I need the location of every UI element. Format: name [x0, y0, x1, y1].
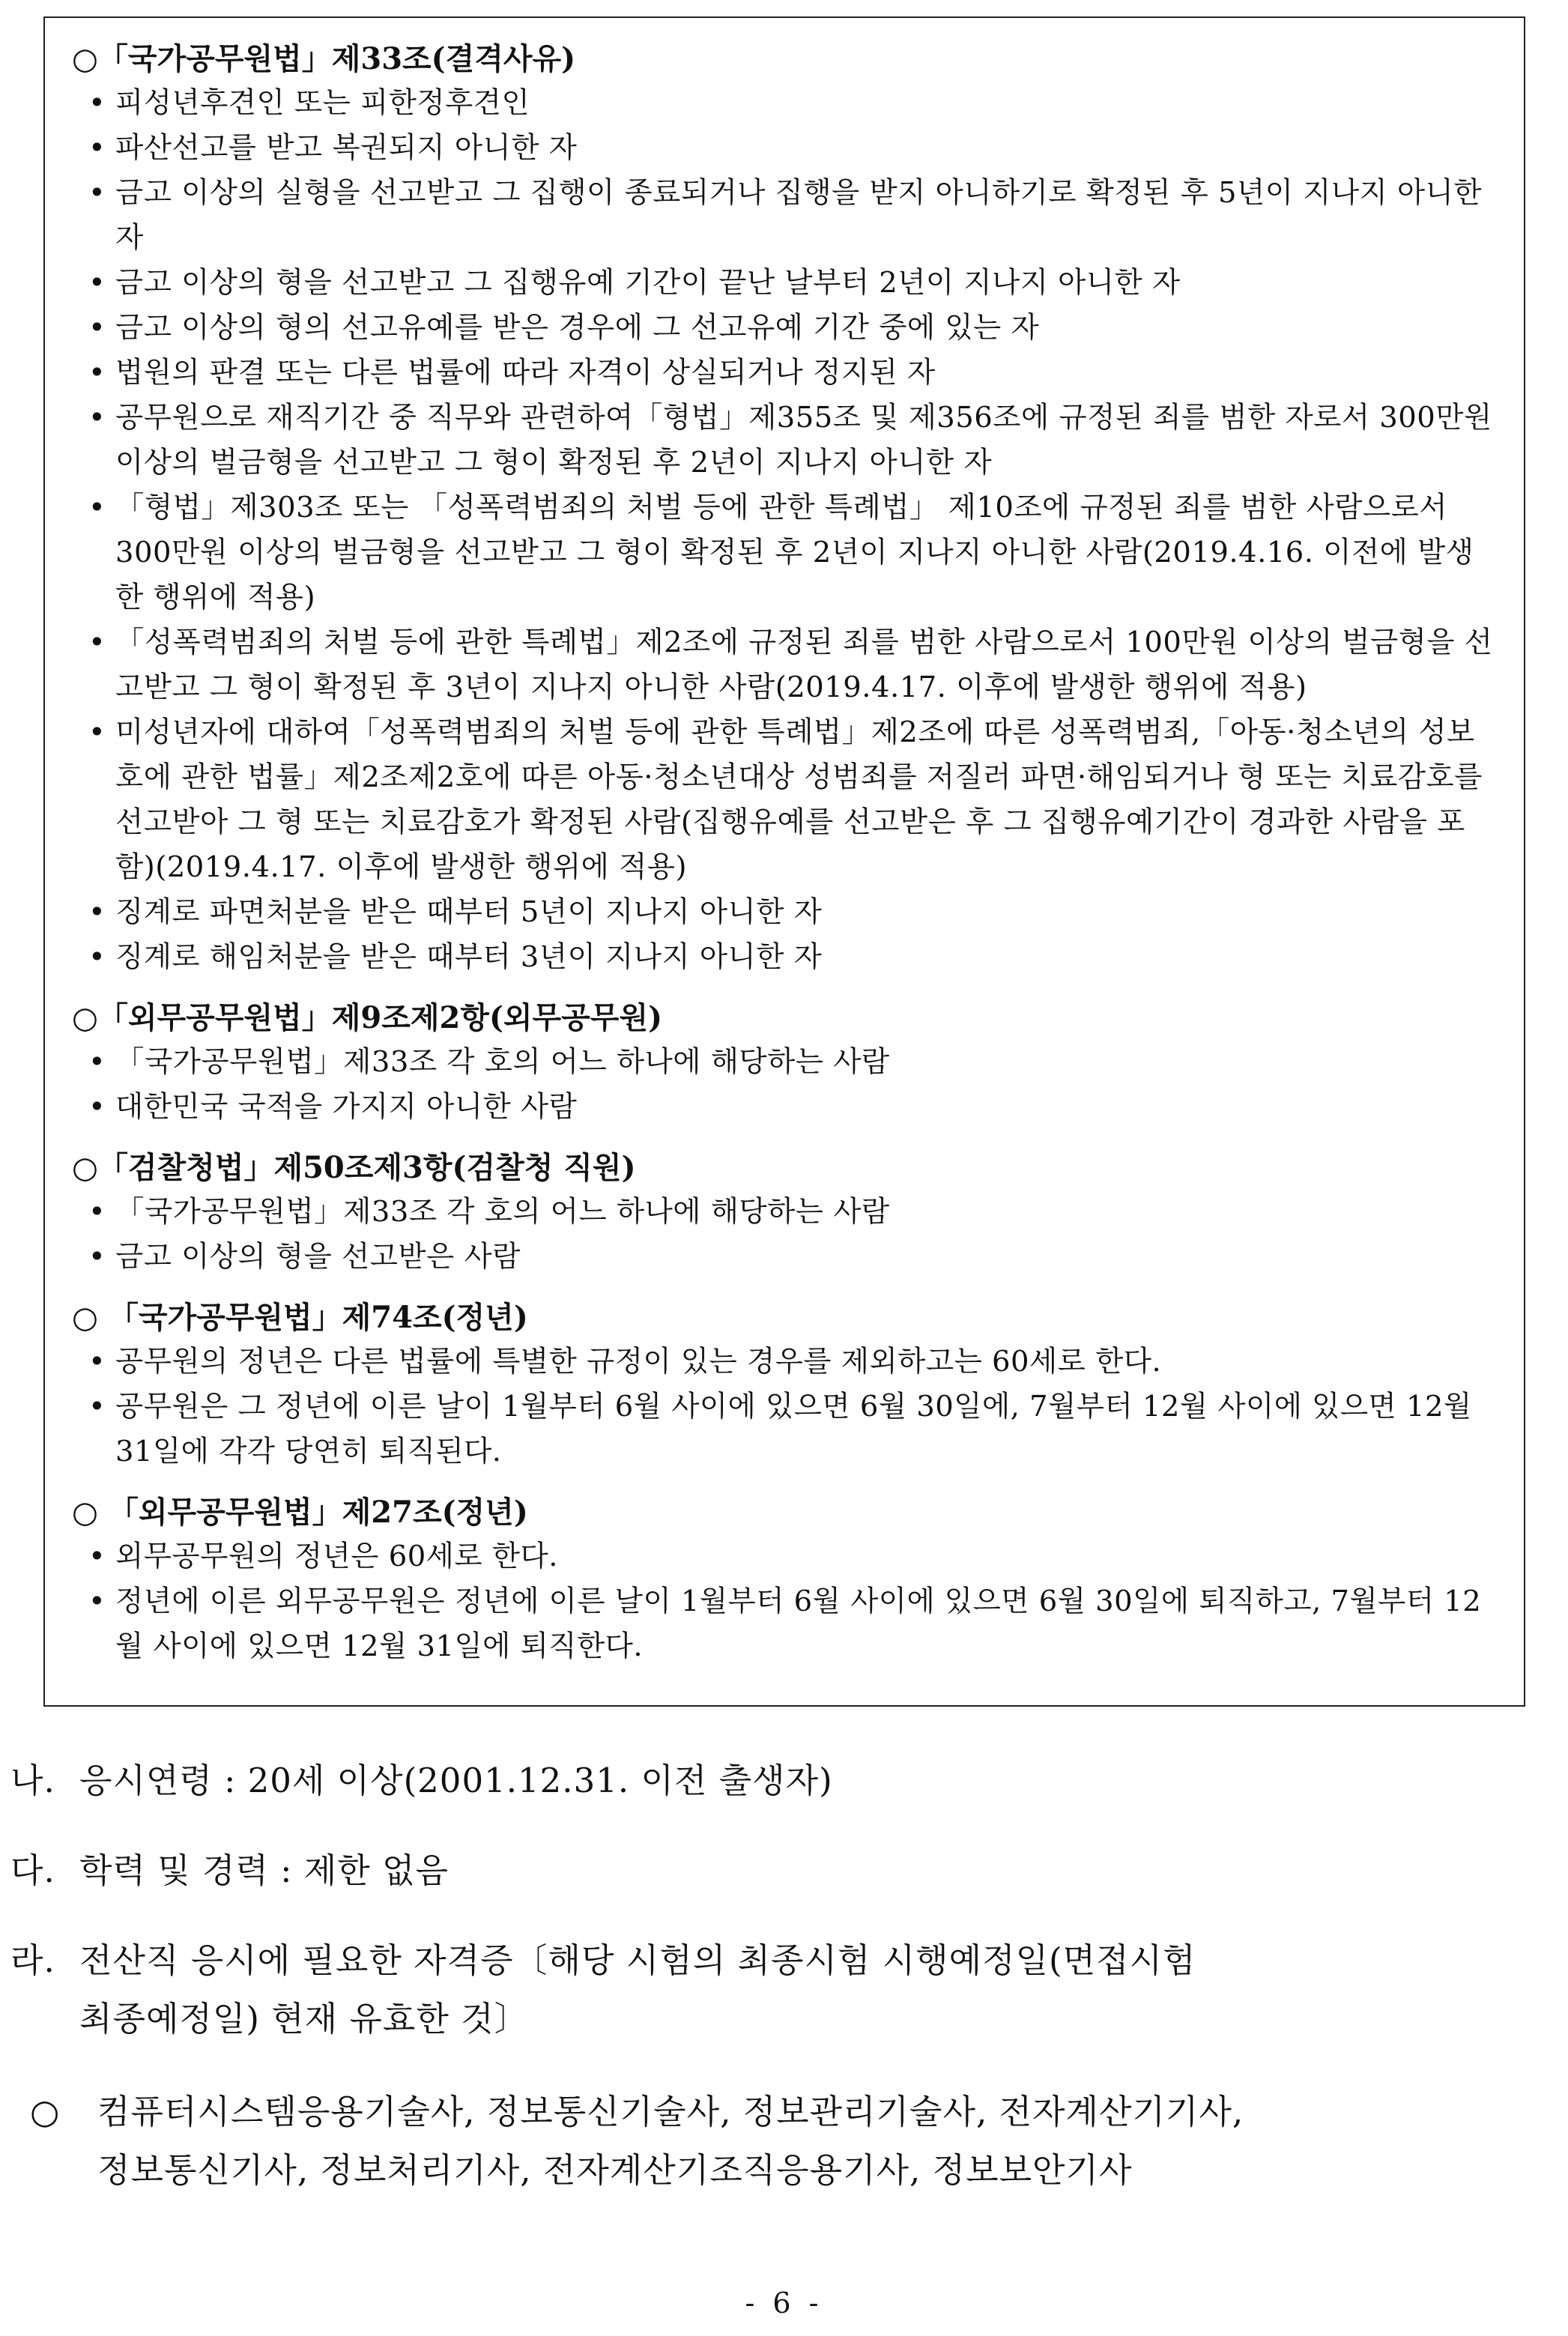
section-foreign-service-act-9 [72, 996, 1501, 1130]
section-title: ○ 「국가공무원법」제74조(정년) [72, 1300, 528, 1335]
bullet-icon: • [88, 715, 106, 749]
list-item: • 금고 이상의 형을 선고받고 그 집행유예 기간이 끝난 날부터 2년이 지나지 아니한 자 [72, 261, 1501, 306]
bullet-icon: • [88, 86, 106, 120]
list-item: • 법원의 판결 또는 다른 법률에 따라 자격이 상실되거나 정지된 자 [72, 351, 1501, 396]
section-title: ○「검찰청법」제50조제3항(검찰청 직원) [72, 1150, 636, 1185]
list-item: • 대한민국 국적을 가지지 아니한 사람 [72, 1085, 1501, 1130]
page-number: - 6 - [745, 2287, 823, 2320]
education-requirement [10, 1842, 1546, 1900]
list-item: • 징계로 파면처분을 받은 때부터 5년이 지나지 아니한 자 [72, 890, 1501, 935]
list-item: • 파산선고를 받고 복권되지 아니한 자 [72, 126, 1501, 171]
section-national-civil-service-act-33 [72, 37, 1501, 980]
list-item: • 「형법」제303조 또는 「성폭력범죄의 처벌 등에 관한 특례법」 제10조에 규정된 죄를 범한 사람으로서 300만원 이상의 벌금형을 선고받고 그 형이 확정된 후 2년이 지나지 아니한 사람(2019.4.16. 이전에 발생한 행위에 적용) [72, 485, 1501, 620]
bullet-icon: • [88, 1195, 106, 1229]
list-item: • 금고 이상의 형을 선고받은 사람 [72, 1235, 1501, 1280]
list-item: • 「국가공무원법」제33조 각 호의 어느 하나에 해당하는 사람 [72, 1190, 1501, 1235]
item-label: 나. [10, 1761, 55, 1800]
bullet-icon: • [88, 311, 106, 345]
list-item: • 징계로 해임처분을 받은 때부터 3년이 지나지 아니한 자 [72, 935, 1501, 980]
list-item: • 공무원은 그 정년에 이른 날이 1월부터 6월 사이에 있으면 6월 30일에, 7월부터 12월 사이에 있으면 12월 31일에 각각 당연히 퇴직된다. [72, 1385, 1501, 1474]
bullet-icon: • [88, 1390, 106, 1423]
list-item: • 금고 이상의 실형을 선고받고 그 집행이 종료되거나 집행을 받지 아니하기로 확정된 후 5년이 지나지 아니한 자 [72, 171, 1501, 261]
list-item: • 공무원으로 재직기간 중 직무와 관련하여「형법」제355조 및 제356조에 규정된 죄를 범한 자로서 300만원 이상의 벌금형을 선고받고 그 형이 확정된 후 2년이 지나지 아니한 자 [72, 396, 1501, 485]
bullet-icon: • [88, 356, 106, 390]
bullet-icon: • [88, 1090, 106, 1124]
list-item: • 공무원의 정년은 다른 법률에 특별한 규정이 있는 경우를 제외하고는 60세로 한다. [72, 1340, 1501, 1385]
bullet-icon: • [88, 176, 106, 210]
bullet-icon: • [88, 401, 106, 435]
section-title: ○「외무공무원법」제9조제2항(외무공무원) [72, 1000, 663, 1035]
list-item: • 금고 이상의 형의 선고유예를 받은 경우에 그 선고유예 기간 중에 있는 자 [72, 306, 1501, 351]
certificate-list-line1: 컴퓨터시스템응용기술사, 정보통신기술사, 정보관리기술사, 전자계산기기사, [97, 2092, 1244, 2131]
section-title: ○ 「외무공무원법」제27조(정년) [72, 1495, 528, 1530]
bullet-icon: • [88, 626, 106, 659]
bullet-icon: • [88, 1345, 106, 1379]
list-item: • 외무공무원의 정년은 60세로 한다. [72, 1534, 1501, 1579]
bullet-icon: • [88, 266, 106, 300]
section-foreign-service-act-27 [72, 1491, 1501, 1669]
bullet-icon: • [88, 895, 106, 929]
section-title: ○「국가공무원법」제33조(결격사유) [72, 41, 576, 76]
certificate-requirement [10, 1931, 1546, 2048]
list-item: • 「국가공무원법」제33조 각 호의 어느 하나에 해당하는 사람 [72, 1040, 1501, 1085]
circle-bullet-icon: ○ [30, 2092, 61, 2131]
bullet-icon: • [88, 1585, 106, 1618]
section-national-civil-service-act-74 [72, 1296, 1501, 1474]
item-label: 라. [10, 1940, 55, 1980]
list-item: • 미성년자에 대하여「성폭력범죄의 처벌 등에 관한 특례법」제2조에 따른 성폭력범죄,「아동·청소년의 성보호에 관한 법률」제2조제2호에 따른 아동·청소년대상 성범죄를 저질러 파면·해임되거나 형 또는 치료감호를 선고받아 그 형 또는 치료감호가 확정된 사람(집행유예를 선고받은 후 그 집행유예기간이 경과한 사람을 포함)(2019.4.17. 이후에 발생한 행위에 적용) [72, 710, 1501, 890]
certificate-requirement-line1: 전산직 응시에 필요한 자격증〔해당 시험의 최종시험 시행예정일(면접시험 [79, 1940, 1196, 1980]
certificate-requirement-line2: 최종예정일) 현재 유효한 것〕 [79, 1999, 529, 2039]
bullet-icon: • [88, 131, 106, 165]
age-requirement-text: 응시연령 : 20세 이상(2001.12.31. 이전 출생자) [79, 1761, 833, 1800]
certificate-list-line2: 정보통신기사, 정보처리기사, 전자계산기조직응용기사, 정보보안기사 [97, 2150, 1133, 2190]
list-item: • 피성년후견인 또는 피한정후견인 [72, 81, 1501, 126]
bullet-icon: • [88, 491, 106, 524]
item-label: 다. [10, 1851, 55, 1890]
education-requirement-text: 학력 및 경력 : 제한 없음 [79, 1851, 449, 1890]
list-item: • 「성폭력범죄의 처벌 등에 관한 특례법」제2조에 규정된 죄를 범한 사람으로서 100만원 이상의 벌금형을 선고받고 그 형이 확정된 후 3년이 지나지 아니한 사람(2019.4.17. 이후에 발생한 행위에 적용) [72, 620, 1501, 710]
bullet-icon: • [88, 1045, 106, 1079]
certificate-list [30, 2083, 1536, 2200]
age-requirement [10, 1752, 1546, 1810]
disqualification-box [43, 16, 1525, 1707]
section-prosecutors-office-act-50 [72, 1146, 1501, 1280]
bullet-icon: • [88, 1540, 106, 1573]
bullet-icon: • [88, 940, 106, 974]
list-item: • 정년에 이른 외무공무원은 정년에 이른 날이 1월부터 6월 사이에 있으면 6월 30일에 퇴직하고, 7월부터 12월 사이에 있으면 12월 31일에 퇴직한다. [72, 1579, 1501, 1669]
bullet-icon: • [88, 1240, 106, 1274]
